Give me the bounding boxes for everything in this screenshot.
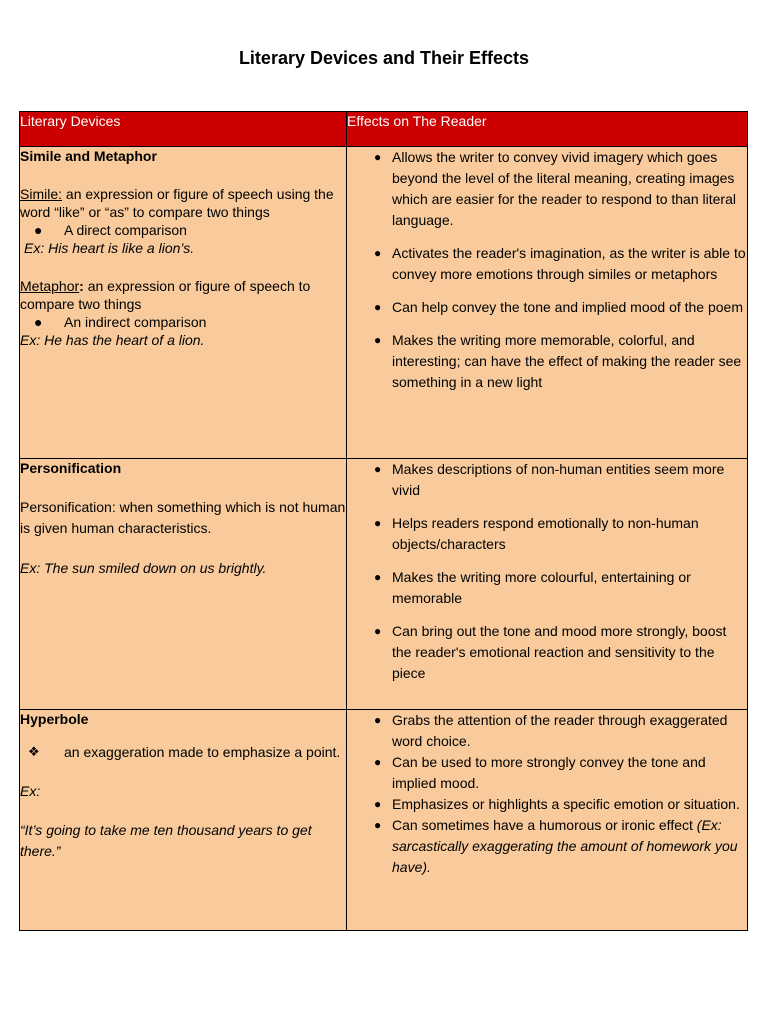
list-item: [347, 513, 747, 555]
bullet-icon: ●: [374, 570, 382, 584]
table-row: [20, 147, 748, 459]
device-cell-simile-metaphor: [20, 147, 347, 459]
list-item: [347, 147, 747, 231]
list-item: [347, 297, 747, 318]
list-item: [347, 794, 747, 815]
effect-text: Activates the reader's imagination, as the writer is able to convey more emotions through similes or metaphors: [392, 245, 746, 282]
effect-text: Can sometimes have a humorous or ironic effect: [392, 817, 697, 833]
effect-text: Makes descriptions of non-human entities seem more vivid: [392, 461, 725, 498]
personification-definition: Personification: when something which is not human is given human characteristics.: [20, 499, 346, 536]
metaphor-def-text: an expression or figure of speech to compare two things: [20, 278, 311, 312]
list-item: [347, 621, 747, 684]
bullet-icon: ●: [374, 624, 382, 638]
simile-def-text: an expression or figure of speech using the word “like” or “as” to compare two things: [20, 186, 334, 220]
device-cell-personification: [20, 459, 347, 710]
metaphor-definition: [20, 277, 346, 313]
literary-devices-table: [19, 111, 748, 931]
effect-text: Can bring out the tone and mood more strongly, boost the reader's emotional reaction and sensitivity to the piece: [392, 623, 727, 681]
hyperbole-bullet: [20, 742, 346, 762]
bullet-icon: ●: [374, 516, 382, 530]
list-item: [347, 710, 747, 752]
header-literary-devices: Literary Devices: [20, 112, 347, 147]
effects-list: [347, 710, 747, 878]
diamond-bullet-icon: ❖: [28, 744, 40, 759]
bullet-icon: ●: [374, 462, 382, 476]
metaphor-bullet-text: An indirect comparison: [64, 314, 207, 330]
bullet-icon: ●: [374, 300, 382, 314]
bullet-icon: ●: [34, 314, 43, 330]
simile-definition: [20, 185, 346, 221]
table-row: [20, 710, 748, 931]
list-item: [347, 567, 747, 609]
effect-text: Makes the writing more memorable, colorful, and interesting; can have the effect of making the reader see something in a new light: [392, 332, 742, 390]
personification-example: Ex: The sun smiled down on us brightly.: [20, 560, 267, 576]
effect-example: (Ex: sarcastically exaggerating the amount of homework you have).: [392, 817, 738, 875]
effects-cell-personification: [347, 459, 748, 710]
list-item: [347, 330, 747, 393]
table-row: [20, 459, 748, 710]
effect-text: Can help convey the tone and implied mood of the poem: [392, 299, 744, 315]
bullet-icon: ●: [374, 755, 382, 769]
bullet-icon: ●: [374, 150, 382, 164]
effect-text: Grabs the attention of the reader through exaggerated word choice.: [392, 712, 728, 749]
hyperbole-example-quote: “It’s going to take me ten thousand years to get there.”: [20, 822, 312, 859]
list-item: [347, 243, 747, 285]
simile-term: Simile:: [20, 186, 63, 202]
effects-cell-hyperbole: [347, 710, 748, 931]
metaphor-colon: :: [79, 278, 84, 294]
list-item: [347, 459, 747, 501]
simile-sub-bullet: [20, 221, 346, 239]
document-title: Literary Devices and Their Effects: [238, 48, 530, 68]
device-name: Hyperbole: [20, 711, 89, 727]
metaphor-sub-bullet: [20, 313, 346, 331]
list-item: [347, 815, 747, 878]
list-item: [347, 752, 747, 794]
bullet-icon: ●: [374, 246, 382, 260]
effects-list: [347, 459, 747, 684]
device-cell-hyperbole: [20, 710, 347, 931]
table-header-row: [20, 112, 748, 147]
device-name: Personification: [20, 460, 122, 476]
bullet-icon: ●: [374, 713, 382, 727]
metaphor-term: Metaphor: [20, 278, 80, 294]
effect-text: Allows the writer to convey vivid imagery which goes beyond the level of the literal meaning, creating images which are easier for the reader to respond to than literal language.: [392, 149, 736, 228]
bullet-icon: ●: [374, 818, 382, 832]
effect-text: Emphasizes or highlights a specific emotion or situation.: [392, 796, 740, 812]
effect-text: Can be used to more strongly convey the tone and implied mood.: [392, 754, 706, 791]
bullet-icon: ●: [34, 222, 43, 238]
hyperbole-bullet-text: an exaggeration made to emphasize a point.: [64, 744, 341, 760]
effects-list: [347, 147, 747, 393]
effect-text: Makes the writing more colourful, entertaining or memorable: [392, 569, 691, 606]
header-effects-on-reader: Effects on The Reader: [347, 112, 748, 147]
device-name: Simile and Metaphor: [20, 148, 157, 164]
effect-text: Helps readers respond emotionally to non-human objects/characters: [392, 515, 699, 552]
effects-cell-simile-metaphor: [347, 147, 748, 459]
bullet-icon: ●: [374, 797, 382, 811]
simile-example: Ex: His heart is like a lion’s.: [24, 240, 195, 256]
bullet-icon: ●: [374, 333, 382, 347]
simile-bullet-text: A direct comparison: [64, 222, 187, 238]
metaphor-example: Ex: He has the heart of a lion.: [20, 332, 205, 348]
hyperbole-example-label: Ex:: [20, 783, 41, 799]
